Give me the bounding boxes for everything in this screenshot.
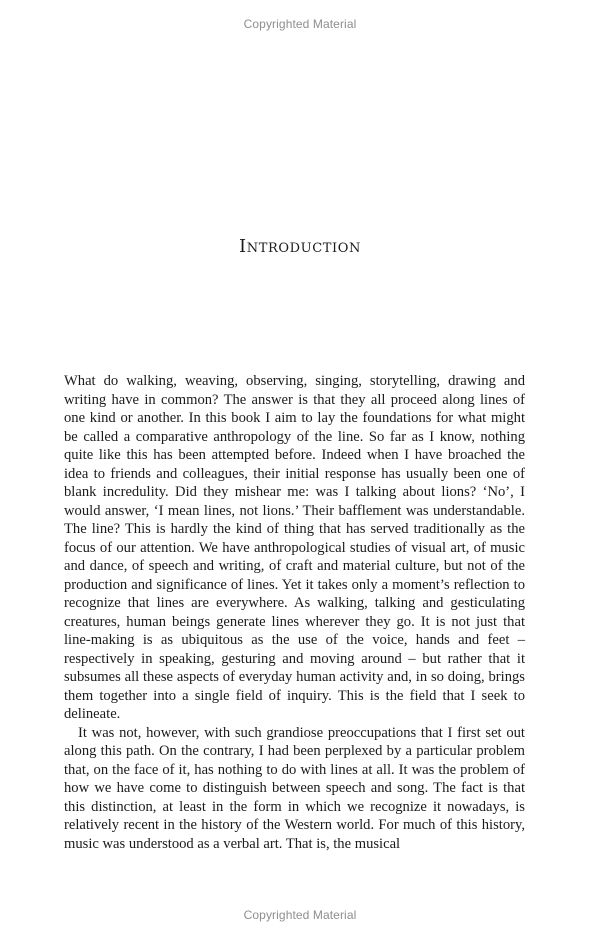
chapter-title: Introduction: [239, 236, 361, 257]
paragraph-2: It was not, however, with such grandiose preoccupations that I first set out along this path. On the contrary, I had been perplexed by a particular problem that, on the face of it, has nothing to do with lines at all. It was the problem of how we have come to distinguish between speech and song. The fact is that this distinction, at least in the form in which we recognize it nowadays, is relatively recent in the history of the Western world. For much of this history, music was understood as a verbal art. That is, the musical: [64, 724, 525, 852]
watermark-top: Copyrighted Material: [243, 17, 357, 31]
paragraph-1: What do walking, weaving, observing, singing, storytelling, drawing and writing have in common? The answer is that they all proceed along lines of one kind or another. In this book I aim to lay the foundations for what might be called a comparative anthropology of the line. So far as I know, nothing quite like this has been attempted before. Indeed when I have broached the idea to friends and colleagues, their initial response has usually been one of blank incredulity. Did they mishear me: was I talking about lions? ‘No’, I would answer, ‘I mean lines, not lions.’ Their bafflement was understandable. The line? This is hardly the kind of thing that has served traditionally as the focus of our attention. We have anthropological studies of visual art, of music and dance, of speech and writing, of craft and material culture, but not of the production and significance of lines. Yet it takes only a moment’s reflection to recognize that lines are everywhere. As walking, talking and gesticulating creatures, human beings generate lines wherever they go. It is not just that line-making is as ubiquitous as the use of the voice, hands and feet – respectively in speaking, gesturing and moving around – but rather that it subsumes all these aspects of everyday human activity and, in so doing, brings them together into a single field of inquiry. This is the field that I seek to delineate.: [64, 373, 525, 722]
watermark-bottom: Copyrighted Material: [243, 908, 357, 922]
body-text: [64, 372, 525, 853]
